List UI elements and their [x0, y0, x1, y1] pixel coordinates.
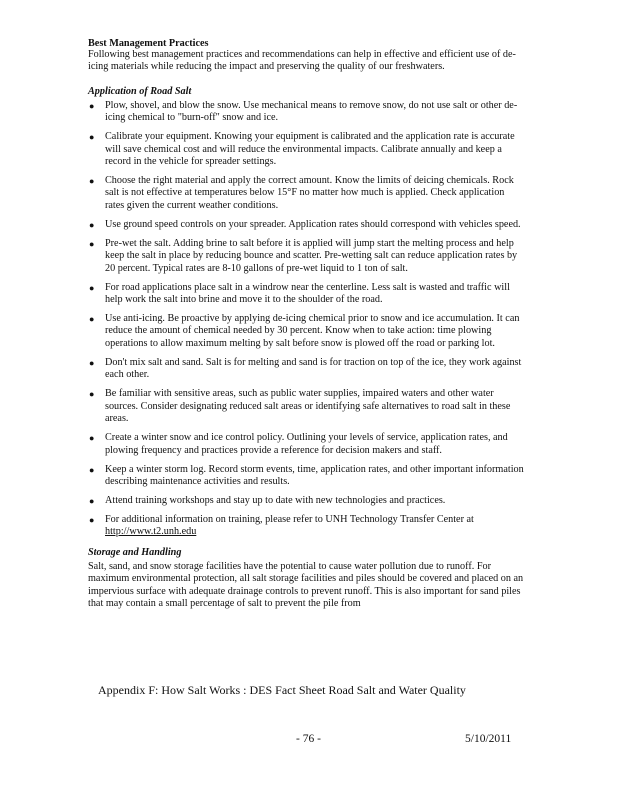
footer-date: 5/10/2011: [465, 733, 512, 745]
bullet-icon: ●: [89, 100, 95, 111]
list-item: ● Be familiar with sensitive areas, such as public water supplies, impaired waters and other water sources. Consider designating reduced salt areas or identifying safe alternatives to road salt in these areas.: [89, 388, 511, 425]
bullet-icon: ●: [89, 132, 95, 143]
footer-title: Appendix F: How Salt Works : DES Fact Sheet Road Salt and Water Quality: [98, 683, 466, 697]
application-bullet-list: [88, 100, 524, 539]
bullet-icon: ●: [89, 433, 95, 444]
bullet-icon: ●: [89, 219, 95, 230]
list-item: ● Attend training workshops and stay up to date with new technologies and practices.: [89, 494, 446, 506]
list-item: ● For additional information on training, please refer to UNH Technology Transfer Center at http://www.t2.unh.edu: [89, 513, 474, 538]
bullet-icon: ●: [89, 495, 95, 506]
list-item: ● Pre-wet the salt. Adding brine to salt before it is applied will jump start the melting process and help keep the salt in place by reducing bounce and scatter. Pre-wetting salt can reduce application rates by 20 percent. Typical rates are 8-10 gallons of pre-wet liquid to 1 ton of salt.: [89, 237, 518, 274]
bmp-heading: Best Management Practices: [88, 38, 209, 49]
bullet-icon: ●: [89, 238, 95, 249]
storage-heading: Storage and Handling: [88, 546, 182, 558]
bullet-icon: ●: [89, 176, 95, 187]
list-item: ● Keep a winter storm log. Record storm events, time, application rates, and other important information describing maintenance activities and results.: [89, 463, 524, 487]
list-item: ● Create a winter snow and ice control policy. Outlining your levels of service, application rates, and plowing frequency and practices provide a reference for decision makers and staff.: [89, 432, 508, 456]
bmp-intro: Following best management practices and recommendations can help in effective and efficient use of de-icing materials while reducing the impact and preserving the quality of our freshwaters.: [88, 49, 516, 73]
list-item: ● Don't mix salt and sand. Salt is for melting and sand is for traction on top of the ice, they work against each other.: [89, 356, 522, 381]
document-body: [88, 38, 524, 610]
list-item: ● Use ground speed controls on your spreader. Application rates should correspond with vehicles speed.: [89, 218, 521, 230]
bullet-icon: ●: [89, 282, 95, 293]
unh-t2-link[interactable]: http://www.t2.unh.edu: [105, 526, 197, 538]
bullet-icon: ●: [89, 514, 95, 525]
bullet-icon: ●: [89, 464, 95, 475]
bullet-icon: ●: [89, 389, 95, 400]
list-item: ● Calibrate your equipment. Knowing your equipment is calibrated and the application rate is accurate will save chemical cost and will reduce the environmental impacts. Calibrate annually and keep a record in the vehicle for spreader settings.: [89, 131, 515, 168]
list-item: ● For road applications place salt in a windrow near the centerline. Less salt is wasted and traffic will help work the salt into brine and move it to the shoulder of the road.: [89, 281, 510, 306]
bullet-icon: ●: [89, 357, 95, 368]
list-item: ● Use anti-icing. Be proactive by applying de-icing chemical prior to snow and ice accumulation. It can reduce the amount of chemical needed by 30 percent. Know when to take action: time plowing operations to allow maximum melting by salt before snow is plowed off the road or parking lot.: [89, 313, 520, 349]
list-item: ● Choose the right material and apply the correct amount. Know the limits of deicing chemicals. Rock salt is not effective at temperatures below 15°F no matter how much is applied. Check application rates given the current weather conditions.: [89, 175, 514, 211]
application-heading: Application of Road Salt: [88, 85, 192, 97]
page-number: - 76 -: [296, 733, 321, 745]
list-item: ● Plow, shovel, and blow the snow. Use mechanical means to remove snow, do not use salt or other de-icing chemical to "burn-off" snow and ice.: [89, 99, 518, 124]
bullet-icon: ●: [89, 314, 95, 325]
storage-text: Salt, sand, and snow storage facilities have the potential to cause water pollution due to runoff. For maximum environmental protection, all salt storage facilities and piles should be covered and placed on an impervious surface with adequate drainage controls to prevent runoff. This is also important for sand piles that may contain a small percentage of salt to prevent the pile from: [88, 560, 524, 609]
